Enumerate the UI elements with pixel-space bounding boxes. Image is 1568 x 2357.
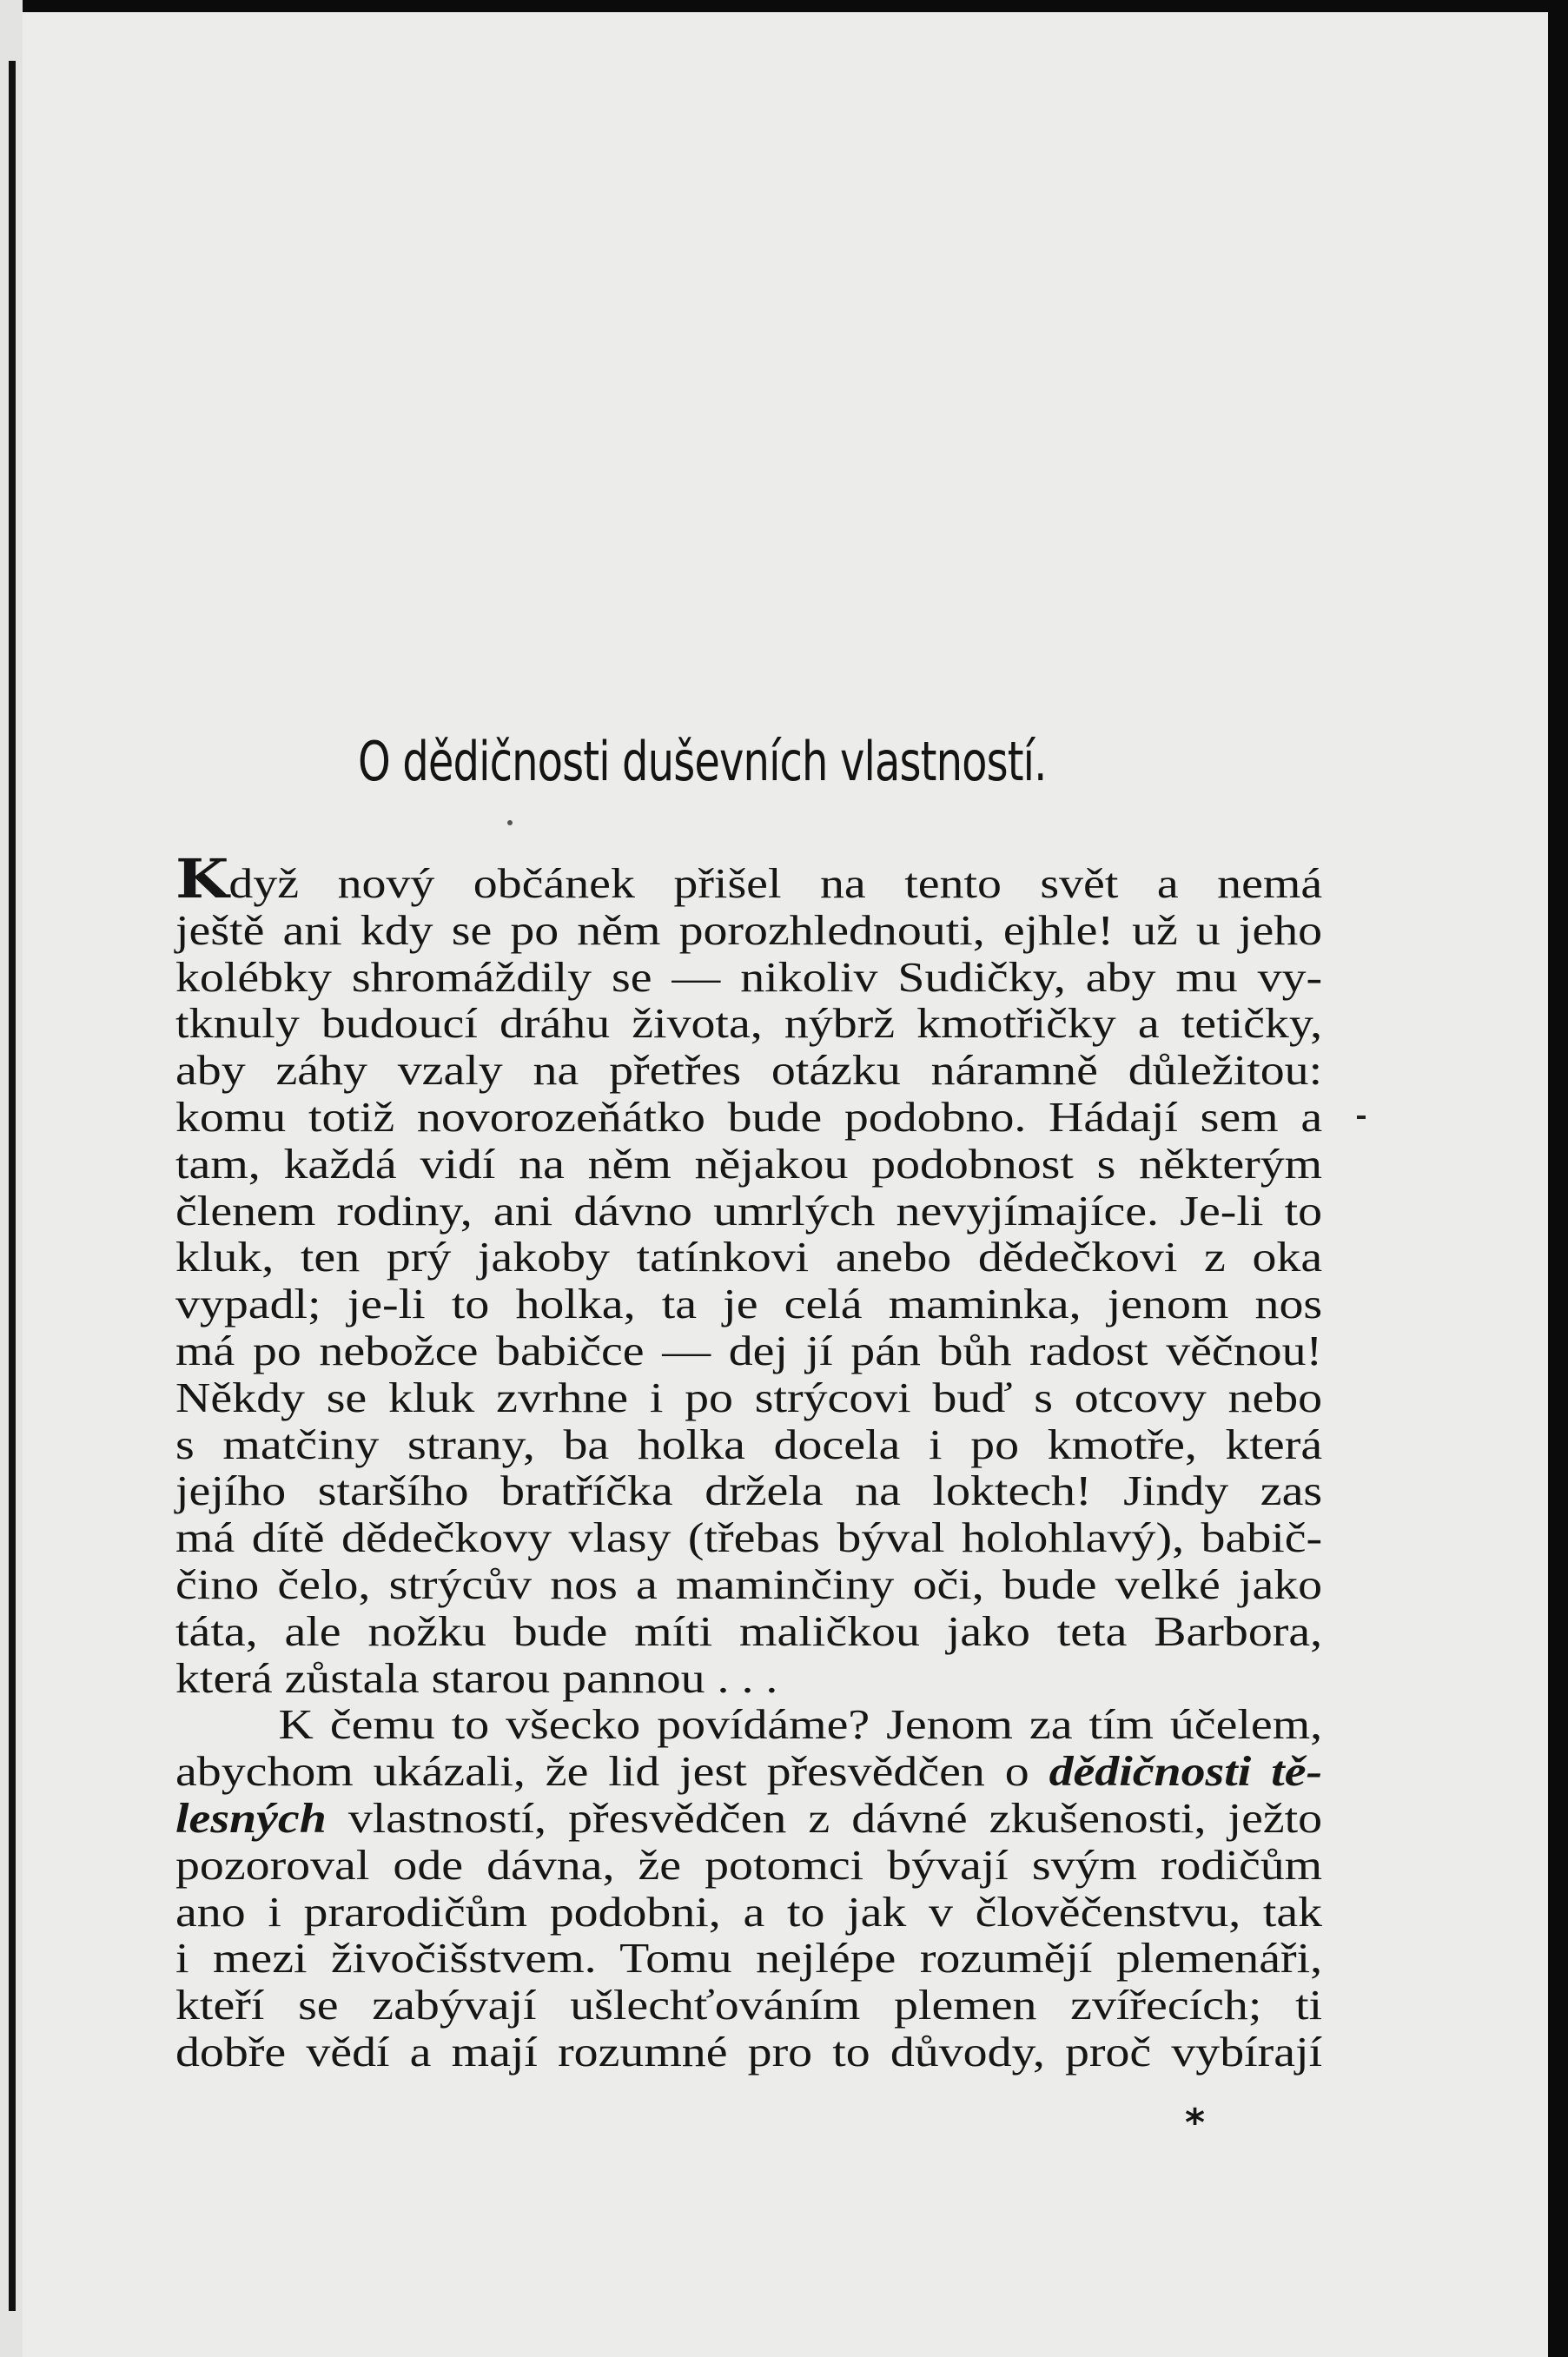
- text-line: kolébky shromáždily se — nikoliv Sudičky, aby mu vy-: [175, 952, 1323, 1001]
- text-line: lesných vlastností, přesvědčen z dávné zkušenosti, ježto: [175, 1793, 1323, 1842]
- text-line: ještě ani kdy se po něm porozhlednouti, ejhle! už u jeho: [175, 905, 1323, 954]
- text-line: členem rodiny, ani dávno umrlých nevyjímajíce. Je-li to: [175, 1186, 1323, 1235]
- text-line: jejího staršího bratříčka držela na loktech! Jindy zas: [175, 1467, 1323, 1515]
- print-speck: [507, 820, 513, 825]
- binding-rule: [9, 61, 16, 2311]
- text-line: abychom ukázali, že lid jest přesvědčen o dědičnosti tě-: [175, 1747, 1323, 1796]
- text-line: ano i prarodičům podobni, a to jak v člověčenstvu, tak: [175, 1887, 1323, 1936]
- text-line: tam, každá vidí na něm nějakou podobnost s některým: [175, 1139, 1323, 1188]
- text-line: aby záhy vzaly na přetřes otázku náramně důležitou:: [175, 1046, 1323, 1095]
- drop-cap: K: [175, 847, 229, 910]
- text-line: dobře vědí a mají rozumné pro to důvody, proč vybírají: [175, 2027, 1323, 2076]
- emphasis: lesných: [175, 1793, 327, 1842]
- body-text: [175, 847, 1483, 2076]
- emphasis: dědičnosti tě-: [1049, 1747, 1323, 1796]
- text-line: Když nový občánek přišel na tento svět a nemá: [175, 847, 1323, 910]
- text-line: tknuly budoucí dráhu života, nýbrž kmotřičky a tetičky,: [175, 999, 1323, 1048]
- text-line: Někdy se kluk zvrhne i po strýcovi buď s otcovy nebo: [175, 1373, 1323, 1421]
- text-line: pozoroval ode dávna, že potomci bývají svým rodičům: [175, 1840, 1323, 1889]
- text-line: s matčiny strany, ba holka docela i po kmotře, která: [175, 1420, 1323, 1468]
- chapter-title: O dědičnosti duševních vlastností.: [358, 730, 1047, 793]
- text-line: kluk, ten prý jakoby tatínkovi anebo dědečkovi z oka: [175, 1233, 1323, 1281]
- text-line: i mezi živočišstvem. Tomu nejlépe rozumějí plemenáři,: [175, 1934, 1323, 1983]
- text-line: čino čelo, strýcův nos a maminčiny oči, bude velké jako: [175, 1559, 1323, 1608]
- scan-right-border: [1548, 0, 1568, 2357]
- signature-mark: *: [1185, 2101, 1206, 2145]
- text-line: má dítě dědečkovy vlasy (třebas býval holohlavý), babič-: [175, 1513, 1323, 1562]
- text-line: která zůstala starou pannou . . .: [175, 1653, 778, 1702]
- text-line: K čemu to všecko povídáme? Jenom za tím účelem,: [278, 1700, 1323, 1749]
- text-line: kteří se zabývají ušlechťováním plemen zvířecích; ti: [175, 1981, 1323, 2029]
- text-line: má po nebožce babičce — dej jí pán bůh radost věčnou!: [175, 1326, 1323, 1374]
- text-line: komu totiž novorozeňátko bude podobno. Hádají sem a: [175, 1092, 1323, 1141]
- text-line: táta, ale nožku bude míti maličkou jako teta Barbora,: [175, 1606, 1323, 1655]
- text-line: vypadl; je-li to holka, ta je celá maminka, jenom nos: [175, 1280, 1323, 1328]
